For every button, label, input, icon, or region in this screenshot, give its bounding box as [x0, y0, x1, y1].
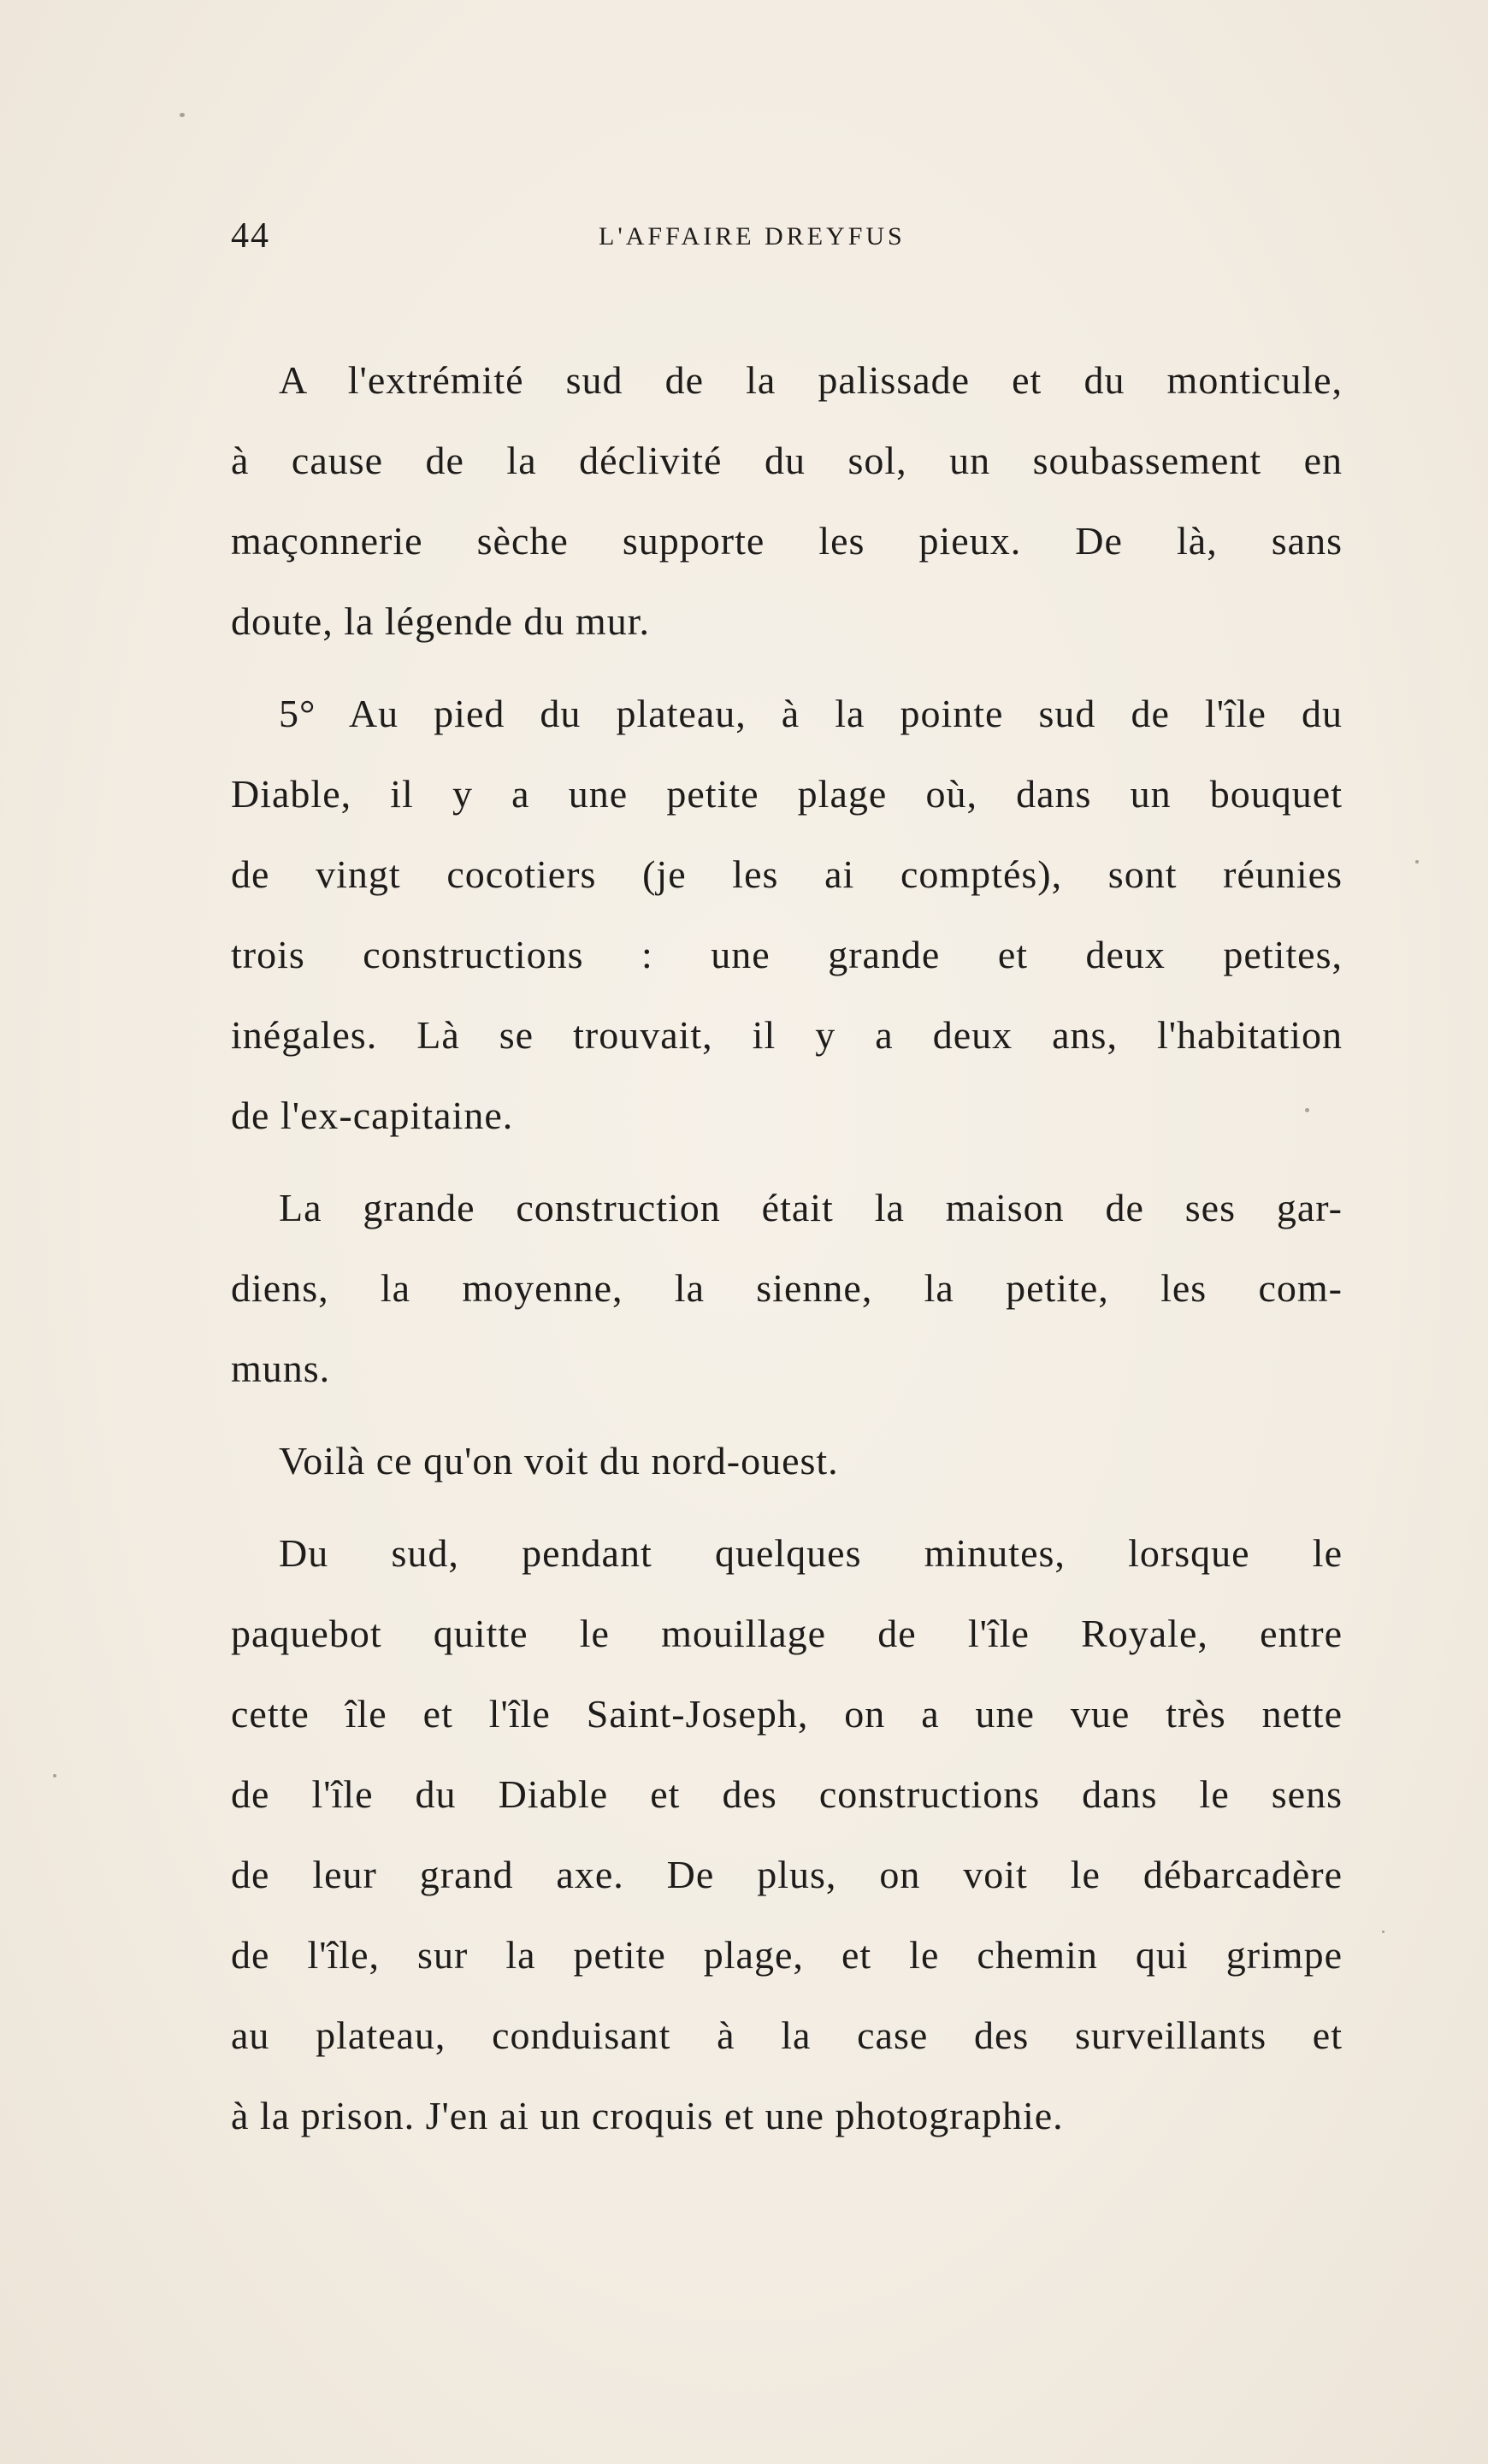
text-line: cette île et l'île Saint-Joseph, on a une vue très nette: [231, 1692, 1343, 1736]
text-line: inégales. Là se trouvait, il y a deux ans, l'habitation: [231, 1013, 1343, 1057]
text-line: maçonnerie sèche supporte les pieux. De là, sans: [231, 519, 1343, 563]
text-line: muns.: [231, 1347, 331, 1390]
text-line: à cause de la déclivité du sol, un soubassement en: [231, 439, 1343, 482]
paragraph-gap: [231, 1409, 1343, 1421]
paper-speck: [1382, 1931, 1385, 1933]
text-line: à la prison. J'en ai un croquis et une photographie.: [231, 2094, 1064, 2137]
text-line: de l'île du Diable et des constructions dans le sens: [231, 1772, 1343, 1816]
page-header: [231, 210, 966, 262]
text-line: de leur grand axe. De plus, on voit le débarcadère: [231, 1853, 1343, 1896]
paragraph-gap: [231, 662, 1343, 674]
text-line: de l'île, sur la petite plage, et le chemin qui grimpe: [231, 1933, 1343, 1977]
text-line: de l'ex-capitaine.: [231, 1093, 514, 1137]
text-line: trois constructions : une grande et deux petites,: [231, 933, 1343, 976]
text-line: Du sud, pendant quelques minutes, lorsque le: [279, 1531, 1343, 1575]
text-line: paquebot quitte le mouillage de l'île Royale, entre: [231, 1612, 1343, 1655]
text-line: A l'extrémité sud de la palissade et du monticule,: [279, 358, 1343, 402]
text-line: Voilà ce qu'on voit du nord-ouest.: [279, 1439, 839, 1483]
text-line: 5° Au pied du plateau, à la pointe sud de l'île du: [279, 692, 1343, 735]
paragraph-gap: [231, 1156, 1343, 1168]
text-line: Diable, il y a une petite plage où, dans un bouquet: [231, 772, 1343, 816]
text-line: doute, la légende du mur.: [231, 599, 650, 643]
text-line: diens, la moyenne, la sienne, la petite, les com-: [231, 1266, 1343, 1310]
paper-speck: [1415, 860, 1419, 864]
body-text: [231, 340, 1343, 2156]
text-line: de vingt cocotiers (je les ai comptés), sont réunies: [231, 852, 1343, 896]
paper-speck: [53, 1774, 56, 1777]
paper-speck: [180, 113, 185, 117]
page-number: 44: [231, 216, 270, 256]
running-title: L'AFFAIRE DREYFUS: [599, 222, 906, 251]
paragraph-gap: [231, 1501, 1343, 1513]
text-line: au plateau, conduisant à la case des surveillants et: [231, 2013, 1343, 2057]
text-line: La grande construction était la maison de ses gar-: [279, 1186, 1343, 1229]
